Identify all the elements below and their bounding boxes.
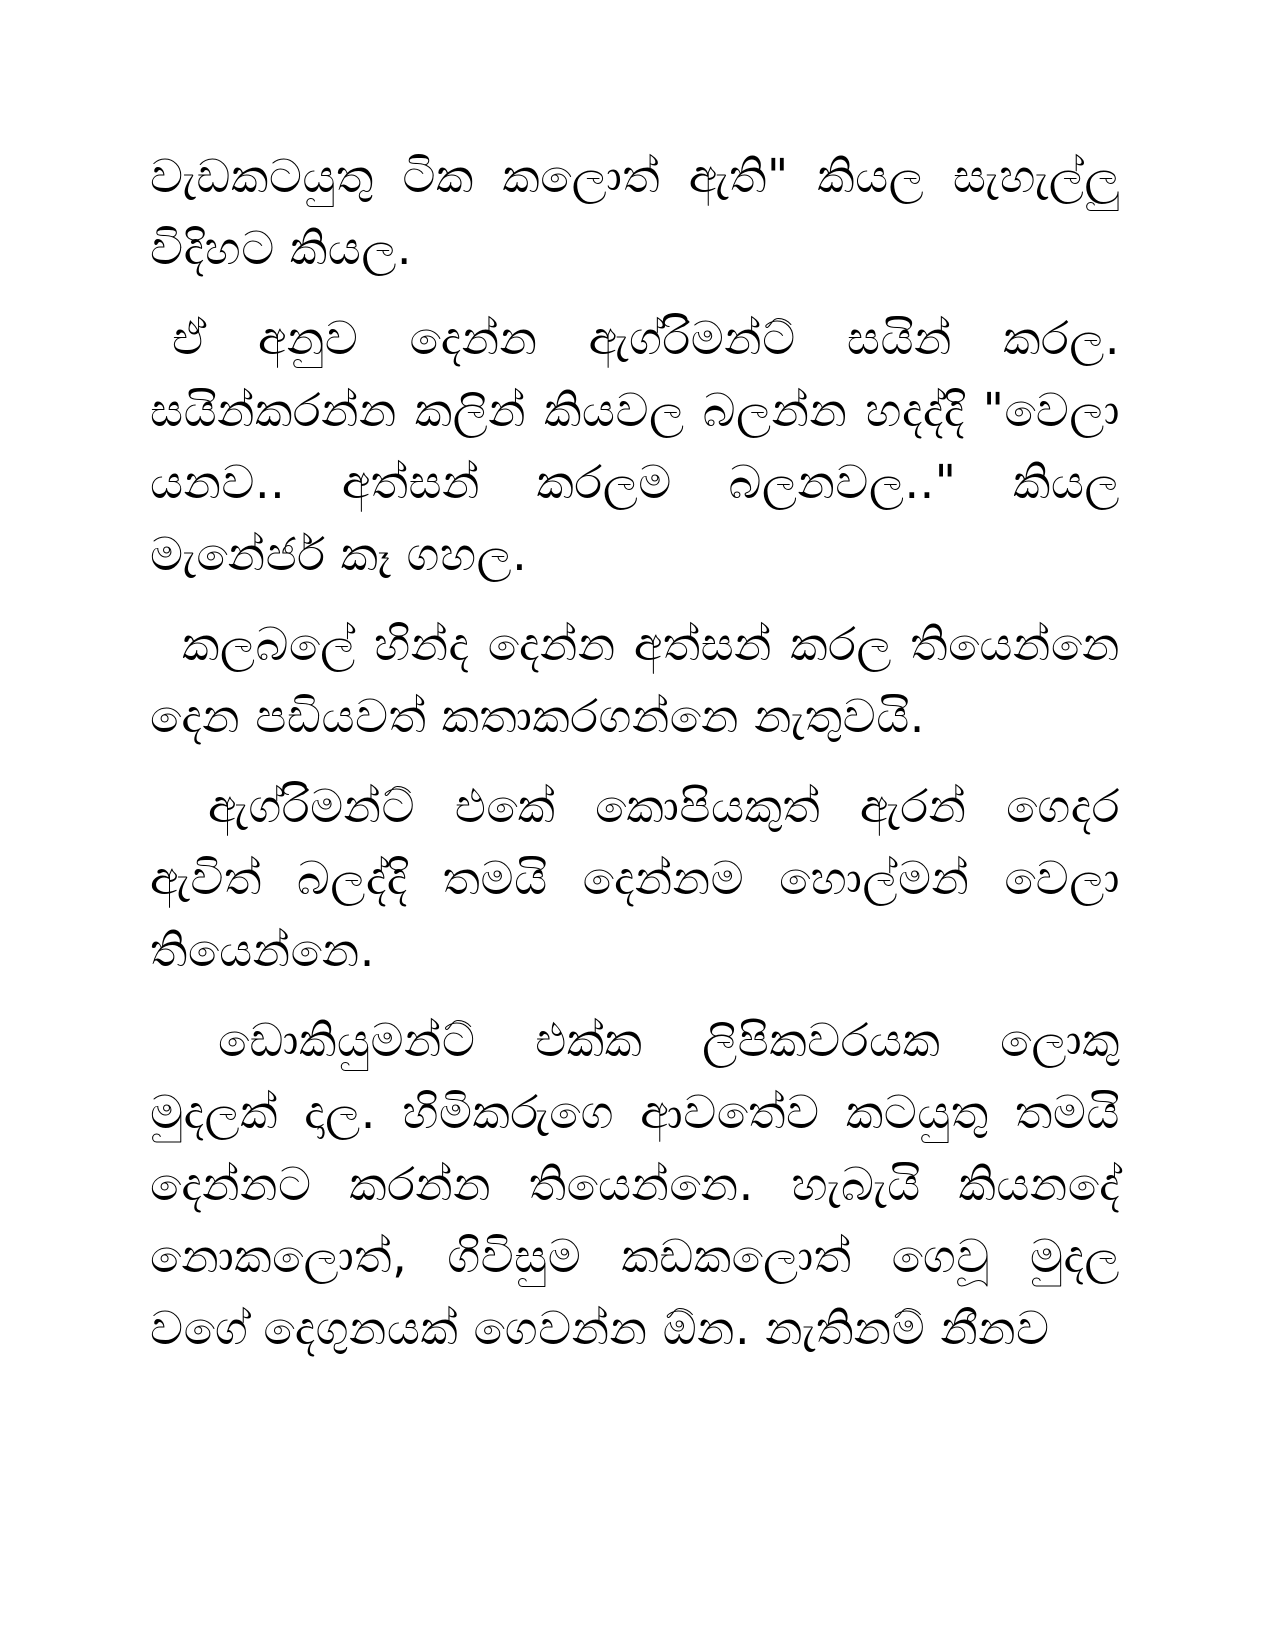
paragraph: ඒ අනුව දෙන්න ඇග්රිමන්ට් සයින් කරල. සයින්කරන්න කලින් කියවල බලන්න හදද්දි "වෙලා යනව.. අත්සන් කරලම බලනවල.." කියල මැනේජර් කෑ ගහල. [150,311,1120,581]
paragraph: වැඩකටයුතු ටික කලොත් ඇති" කියල සැහැල්ලු විදිහට කියල. [150,149,1120,275]
paragraph: ඇග්රිමන්ට් එකේ කොපියකුත් ඇරන් ගෙදර ඇවිත් බලද්දි තමයි දෙන්නම හොල්මන් වෙලා තියෙන්නෙ. [150,779,1120,977]
paragraph: ඩොකියුමන්ට් එක්ක ලිපිකවරයක ලොකු මුදලක් දාල. හිමිකරුගෙ ආවතේව කටයුතු තමයි දෙන්නට කරන්න තියෙන්නෙ. හැබැයි කියනදේ නොකලොත්, ගිවිසුම කඩකලොත් ගෙවූ මුදල වගේ දෙගුනයක් ගෙවන්න ඕන. නැතිනම් නීනව [150,1013,1120,1355]
paragraph: කලබලේ හින්ද දෙන්න අත්සන් කරල තියෙන්නෙ දෙන පඩියවත් කතාකරගන්නෙ නැතුවයි. [150,617,1120,743]
body-text [150,140,1120,1382]
